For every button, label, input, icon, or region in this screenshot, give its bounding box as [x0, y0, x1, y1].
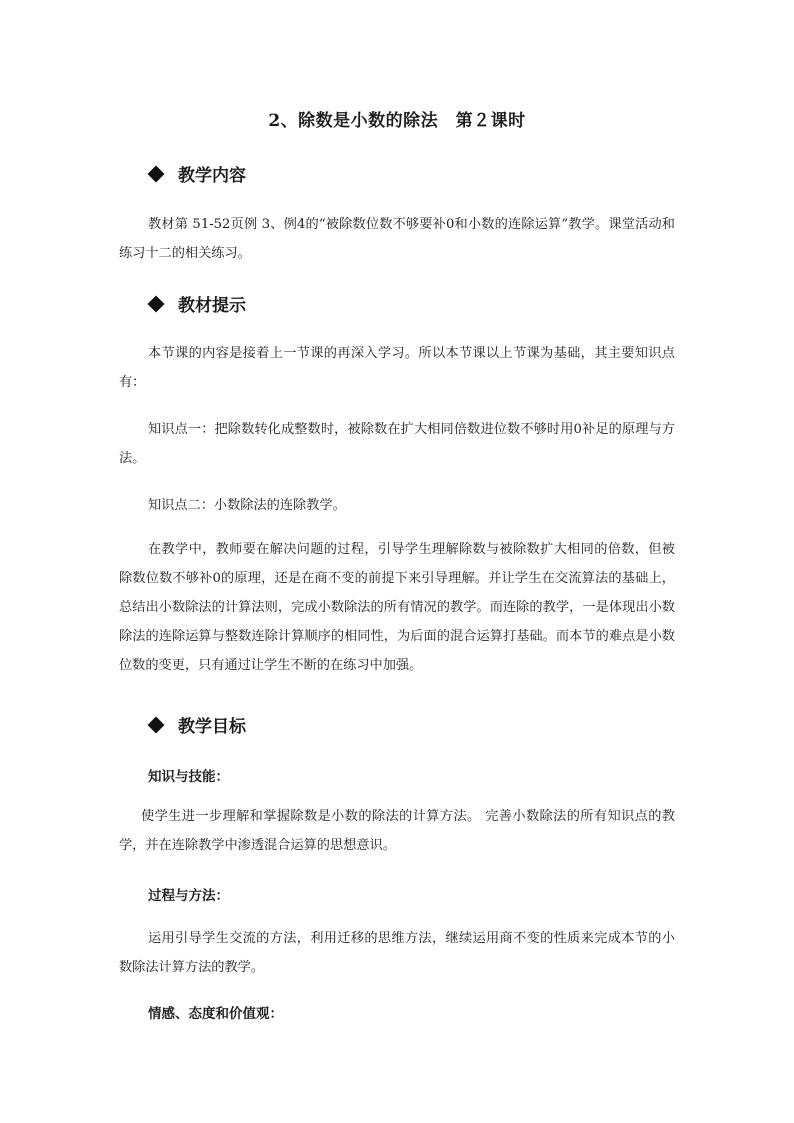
section-heading-material-tips — [148, 291, 246, 316]
paragraph: 运用引导学生交流的方法，利用迁移的思维方法，继续运用商不变的性质来完成本节的小数除法计算方法的教学。 — [119, 931, 675, 975]
paragraph: 知识点二：小数除法的连除教学。 — [148, 498, 346, 513]
diamond-bullet-icon — [148, 295, 165, 312]
subsection-label-knowledge-skills: 知识与技能： — [148, 769, 229, 785]
paragraph: 教材第 51-52页例 3、例4的“被除数位数不够要补0和小数的连除运算”教学。课堂活动和练习十二的相关练习。 — [119, 217, 675, 261]
paragraph: 使学生进一步理解和掌握除数是小数的除法的计算方法。 完善小数除法的所有知识点的教学，并在连除教学中渗透混合运算的思想意识。 — [119, 809, 675, 853]
section-heading-label: 教材提示 — [178, 296, 246, 316]
subsection-label-process-method: 过程与方法： — [148, 888, 229, 904]
paragraph: 在教学中，教师要在解决问题的过程，引导学生理解除数与被除数扩大相同的倍数，但被除数位数不够补0的原理，还是在商不变的前提下来引导理解。并让学生在交流算法的基础上，总结出小数除法的计算法则，完成小数除法的所有情况的教学。而连除的教学，一是体现出小数除法的连除运算与整数连除计算顺序的相同性，为后面的混合运算打基础。而本节的难点是小数位数的变更，只有通过让学生不断的在练习中加强。 — [119, 542, 675, 673]
section-heading-teaching-content — [148, 161, 246, 186]
section-heading-teaching-goals — [148, 712, 246, 737]
section-heading-label: 教学内容 — [178, 166, 246, 186]
diamond-bullet-icon — [148, 165, 165, 182]
paragraph: 本节课的内容是接着上一节课的再深入学习。所以本节课以上节课为基础，其主要知识点有： — [119, 346, 675, 390]
subsection-label-emotion-attitude-values: 情感、态度和价值观： — [148, 1006, 283, 1022]
page-title: 2、除数是小数的除法 第２课时 — [268, 111, 526, 131]
diamond-bullet-icon — [148, 716, 165, 733]
paragraph: 知识点一：把除数转化成整数时，被除数在扩大相同倍数进位数不够时用0补足的原理与方法。 — [119, 422, 675, 466]
section-heading-label: 教学目标 — [178, 717, 246, 737]
